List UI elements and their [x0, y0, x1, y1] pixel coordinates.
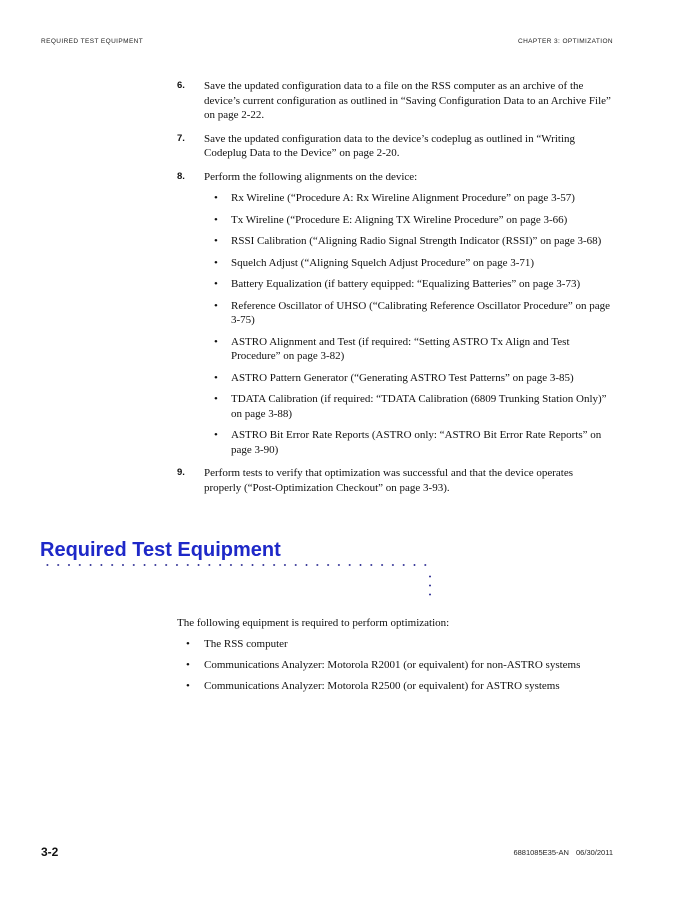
dotted-rule-vertical [426, 572, 434, 596]
list-item [204, 234, 612, 249]
equipment-list [177, 637, 617, 700]
step-6 [177, 79, 612, 123]
step-7 [177, 132, 612, 161]
step-9 [177, 466, 612, 495]
bullet-icon: • [214, 213, 218, 226]
bullet-icon: • [214, 256, 218, 269]
bullet-icon: • [214, 393, 218, 405]
running-header-chapter: CHAPTER 3: OPTIMIZATION [517, 38, 613, 45]
section-intro: The following equipment is required to perform optimization: [177, 617, 450, 629]
step-number: 8. [177, 170, 185, 182]
bullet-icon: • [214, 192, 218, 204]
section-heading: Required Test Equipment [40, 539, 281, 561]
step-text: Perform tests to verify that optimization was successful and that the device operates properly (“Post-Optimization Checkout” on page 3-93). [204, 467, 573, 494]
list-item-text: Communications Analyzer: Motorola R2001 (or equivalent) for non-ASTRO systems [204, 659, 581, 671]
bullet-icon: • [186, 638, 190, 650]
list-item-text: Reference Oscillator of UHSO (“Calibrating Reference Oscillator Procedure” on page 3-75) [231, 299, 611, 326]
list-item-text: Tx Wireline (“Procedure E: Aligning TX Wireline Procedure” on page 3-66) [231, 213, 568, 226]
list-item-text: Battery Equalization (if battery equipped: “Equalizing Batteries” on page 3-73) [231, 278, 581, 290]
step-number: 9. [177, 467, 185, 478]
page-number: 3-2 [41, 845, 59, 859]
step-text: Save the updated configuration data to the device’s codeplug as outlined in “Writing Codeplug Data to the Device” on page 2-20. [204, 132, 576, 159]
document-number: 6881085E35-AN [513, 848, 569, 857]
bullet-icon: • [214, 429, 218, 441]
procedure-steps [177, 79, 612, 504]
list-item [204, 335, 612, 364]
list-item-text: Communications Analyzer: Motorola R2500 (or equivalent) for ASTRO systems [204, 680, 560, 692]
alignment-list [204, 191, 612, 457]
bullet-icon: • [214, 335, 218, 348]
list-item-text: The RSS computer [204, 638, 288, 650]
list-item-text: Rx Wireline (“Procedure A: Rx Wireline Alignment Procedure” on page 3-57) [231, 192, 575, 204]
bullet-icon: • [214, 278, 218, 290]
list-item [204, 213, 612, 228]
bullet-icon: • [214, 371, 218, 384]
list-item [204, 256, 612, 271]
list-item-text: ASTRO Bit Error Rate Reports (ASTRO only: “ASTRO Bit Error Rate Reports” on page 3-90) [231, 429, 602, 456]
step-8 [177, 170, 612, 458]
step-number: 6. [177, 80, 185, 91]
list-item [204, 392, 612, 421]
bullet-icon: • [214, 299, 218, 312]
footer-doc-info [513, 848, 613, 857]
list-item-text: TDATA Calibration (if required: “TDATA Calibration (6809 Trunking Station Only)” on page 3-88) [231, 393, 607, 420]
step-text: Save the updated configuration data to a file on the RSS computer as an archive of the device’s current configuration as outlined in “Saving Configuration Data to an Archive File” on page 2-22. [204, 80, 611, 121]
list-item-text: Squelch Adjust (“Aligning Squelch Adjust Procedure” on page 3-71) [231, 256, 535, 269]
step-text: Perform the following alignments on the device: [204, 170, 418, 183]
list-item-text: ASTRO Pattern Generator (“Generating ASTRO Test Patterns” on page 3-85) [231, 371, 574, 384]
step-number: 7. [177, 132, 185, 144]
dotted-rule [42, 561, 434, 569]
list-item [204, 428, 612, 457]
document-date: 06/30/2011 [576, 848, 613, 857]
list-item-text: ASTRO Alignment and Test (if required: “Setting ASTRO Tx Align and Test Procedure” on page 3-82) [231, 335, 570, 362]
bullet-icon: • [214, 235, 218, 247]
list-item-text: RSSI Calibration (“Aligning Radio Signal Strength Indicator (RSSI)” on page 3-68) [231, 235, 602, 247]
bullet-icon: • [186, 659, 190, 671]
list-item [204, 299, 612, 328]
bullet-icon: • [186, 680, 190, 692]
list-item [204, 371, 612, 386]
list-item [177, 658, 617, 673]
running-header-section: REQUIRED TEST EQUIPMENT [41, 38, 144, 45]
list-item [204, 277, 612, 292]
list-item [177, 679, 617, 694]
list-item [177, 637, 617, 652]
list-item [204, 191, 612, 206]
